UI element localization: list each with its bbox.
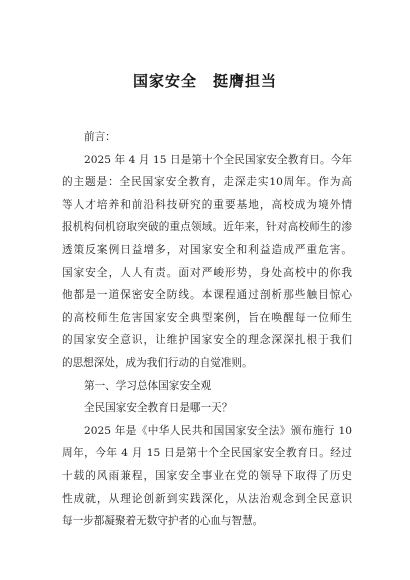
paragraph-line: 透策反案例日益增多，对国家安全和利益造成严重危害。 [62, 243, 352, 256]
paragraph-line: 全民国家安全教育日是哪一天？ [84, 402, 233, 415]
paragraph-line: 国家安全，人人有责。面对严峻形势，身处高校中的你我 [62, 266, 352, 279]
paragraph-line: 第一、学习总体国家安全观 [84, 379, 212, 392]
document-body [62, 126, 352, 533]
document-title: 国家安全 挺膺担当 [132, 72, 277, 90]
paragraph-line: 前言： [84, 131, 116, 143]
paragraph-line: 报机构伺机窃取突破的重点领域。近年来，针对高校师生的渗 [62, 221, 352, 234]
paragraph-line: 2025 年 4 月 15 日是第十个全民国家安全教育日。今年 [84, 153, 352, 166]
paragraph-line: 2025 年是《中华人民共和国国家安全法》颁布施行 10 [84, 424, 352, 437]
paragraph-line: 的高校师生危害国家安全典型案例，旨在唤醒每一位师生 [62, 311, 352, 324]
paragraph-line: 周年，今年 4 月 15 日是第十个全民国家安全教育日。经过 [62, 447, 352, 460]
paragraph-line: 性成就，从理论创新到实践深化，从法治观念到全民意识 [62, 492, 352, 505]
paragraph-line: 的国家安全意识，让维护国家安全的理念深深扎根于我们 [62, 334, 352, 347]
paragraph-line: 等人才培养和前沿科技研究的重要基地，高校成为境外情 [62, 198, 352, 211]
paragraph-line: 的主题是：全民国家安全教育，走深走实10周年。作为高 [62, 176, 352, 189]
paragraph-line: 他都是一道保密安全防线。本课程通过剖析那些触目惊心 [62, 289, 352, 302]
paragraph-line: 十载的风雨兼程，国家安全事业在党的领导下取得了历史 [62, 469, 352, 482]
paragraph-line: 的思想深处，成为我们行动的自觉准则。 [62, 356, 253, 369]
paragraph-line: 每一步都凝聚着无数守护者的心血与智慧。 [62, 515, 264, 528]
